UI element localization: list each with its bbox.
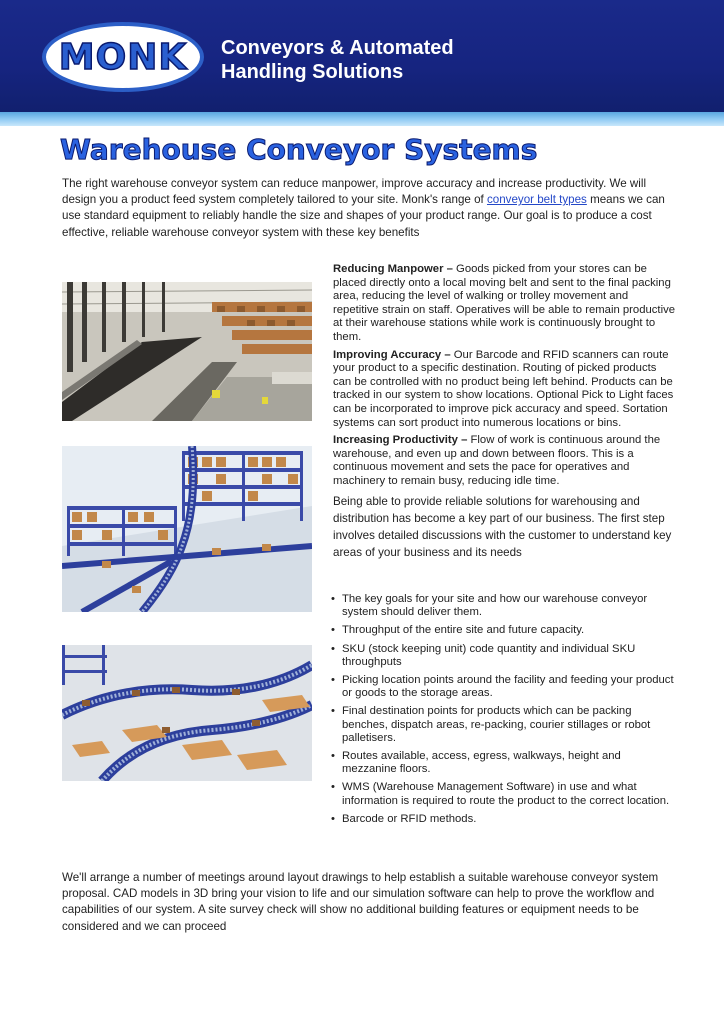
list-item: • The key goals for your site and how our warehouse conveyor system should deliver them. xyxy=(331,593,676,619)
benefit-improving-accuracy xyxy=(333,349,676,431)
warehouse-conveyor-photo xyxy=(62,282,312,421)
closing-paragraph: We'll arrange a number of meetings around layout drawings to help establish a suitable warehouse conveyor system proposal. CAD models in 3D bring your vision to life and our simulation software can help to prove the workflow and capabilities of our system. A site survey check will show no additional building features or equipment needs to be considered and we can proceed xyxy=(62,871,659,933)
tagline-line-2: Handling Solutions xyxy=(221,61,404,83)
key-goals-list xyxy=(331,593,676,831)
conveyor-layout-cad-image xyxy=(62,645,312,781)
tagline-line-1: Conveyors & Automated xyxy=(221,37,454,59)
benefits-column xyxy=(333,263,676,566)
solutions-paragraph: Being able to provide reliable solutions for warehousing and distribution has become a key part of our business. The first step involves detailed discussions with the customer to understand key areas of your business and its needs xyxy=(333,494,672,560)
benefit-text: Flow of work is continuous around the warehouse, and even up and down between floors. This is a continuous movement and sets the pace for operatives and machinery to remain busy, reducing idle time. xyxy=(333,434,661,487)
benefit-heading: Reducing Manpower – xyxy=(333,263,453,275)
list-item: • WMS (Warehouse Management Software) in use and what information is required to route the product to the correct location. xyxy=(331,781,676,807)
intro-paragraph xyxy=(62,176,682,241)
company-tagline xyxy=(221,36,454,84)
benefit-heading: Increasing Productivity – xyxy=(333,434,468,447)
warehouse-cad-model-image xyxy=(62,446,312,612)
list-item: • SKU (stock keeping unit) code quantity and individual SKU throughputs xyxy=(331,643,676,669)
list-item: • Final destination points for products which can be packing benches, dispatch areas, re-packing, courier stillages or robot palletisers. xyxy=(331,705,676,745)
list-item: • Picking location points around the facility and feeding your product or goods to the storage areas. xyxy=(331,674,676,700)
page-title: Warehouse Conveyor Systems xyxy=(60,133,538,166)
list-item: • Routes available, access, egress, walkways, height and mezzanine floors. xyxy=(331,750,676,776)
benefit-heading: Improving Accuracy – xyxy=(333,348,451,361)
benefit-text: Our Barcode and RFID scanners can route your product to a specific destination. Routing of picked products can be controlled with no product being left behind. Products can be tracked in our system to show locations. Optional Pick to Light faces can be incorporated to improve pick accuracy and speed. Sortation systems can sort product into numerous locations or bins. xyxy=(333,348,674,429)
intro-text-start: The right warehouse conveyor system can reduce manpower, improve accuracy and increase productivity. We will design you a product feed system completely tailored to your site. Monk's range of xyxy=(62,177,647,207)
benefit-increasing-productivity xyxy=(333,434,676,488)
conveyor-belt-types-link[interactable]: conveyor belt types xyxy=(486,193,587,207)
header-stripe xyxy=(0,112,724,126)
list-item: • Barcode or RFID methods. xyxy=(331,813,676,826)
monk-logo[interactable] xyxy=(42,22,204,92)
logo-text: MONK xyxy=(58,36,188,78)
benefit-reducing-manpower xyxy=(333,263,676,345)
list-item: • Throughput of the entire site and future capacity. xyxy=(331,624,676,637)
intro-text-end: means we can use standard equipment to reliably handle the size and shapes of your product range. Our goal is to produce a cost effective, reliable warehouse conveyor system with these key benefits xyxy=(62,193,665,239)
header-band xyxy=(0,0,724,112)
benefit-text: Goods picked from your stores can be placed directly onto a local moving belt and sent to the final packing area, reducing the level of walking or trolley movement and repetitive strain on staff. Operatives will be able to remain productive at their warehouse stations while work is continuously brought to them. xyxy=(333,263,676,343)
